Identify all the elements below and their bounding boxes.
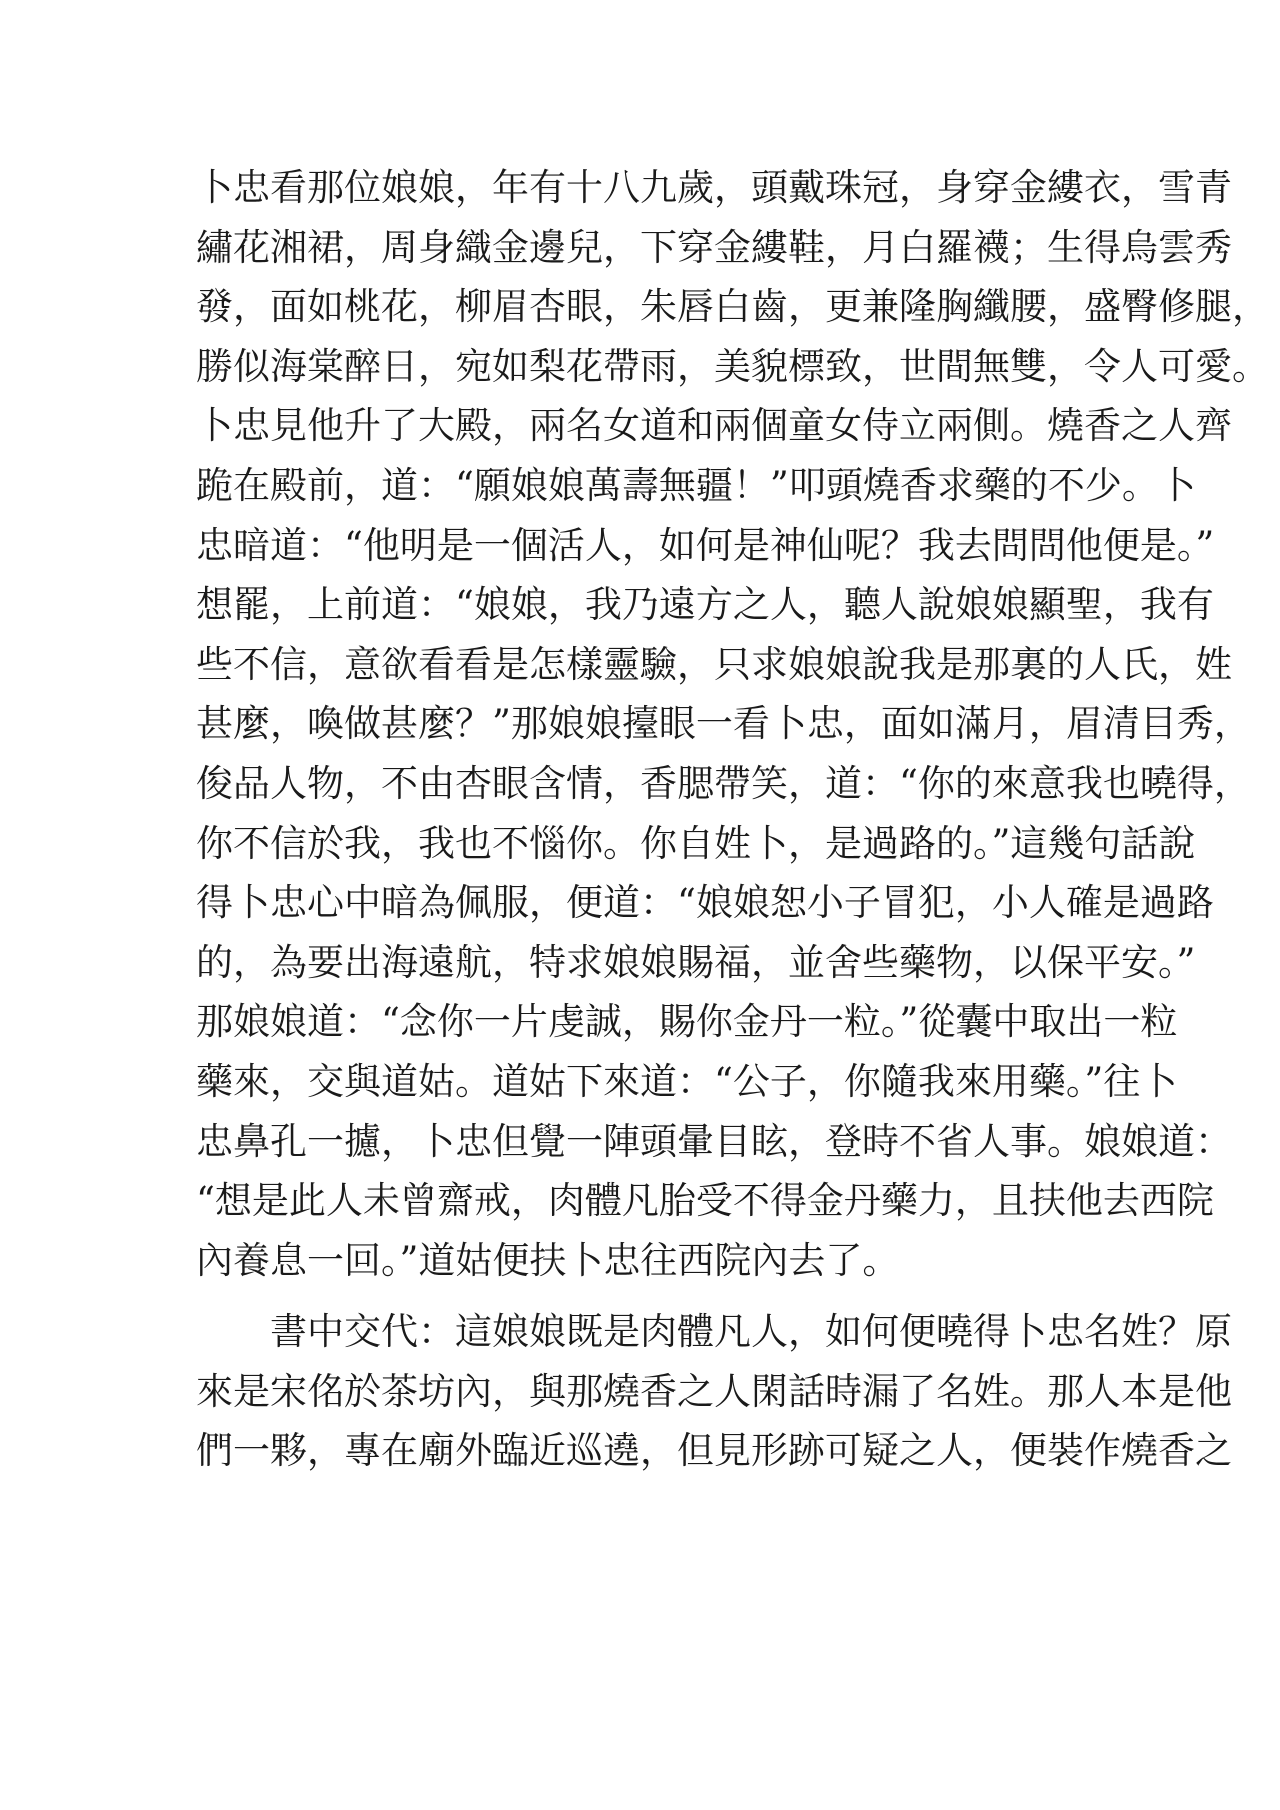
text-line: 們一夥，專在廟外臨近巡遶，但見形跡可疑之人，便裝作燒香之 <box>196 1429 1232 1473</box>
text-line: 想罷，上前道：“娘娘，我乃遠方之人，聽人說娘娘顯聖，我有 <box>196 583 1214 627</box>
text-line: 那娘娘道：“念你一片虔誠，賜你金丹一粒。”從囊中取出一粒 <box>196 1000 1178 1044</box>
text-line: 些不信，意欲看看是怎樣靈驗，只求娘娘說我是那裏的人氏，姓 <box>196 642 1232 686</box>
text-line: 卜忠看那位娘娘，年有十八九歲，頭戴珠冠，身穿金縷衣，雪青 <box>196 166 1232 209</box>
text-line: 來是宋佲於茶坊內，與那燒香之人閑話時漏了名姓。那人本是他 <box>196 1369 1232 1413</box>
text-line: 勝似海棠醉日，宛如梨花帶雨，美貌標致，世間無雙，令人可愛。 <box>196 344 1269 388</box>
text-line: “想是此人未曾齋戒，肉體凡胎受不得金丹藥力，且扶他去西院 <box>196 1179 1214 1223</box>
text-line: 甚麼，喚做甚麼？”那娘娘擡眼一看卜忠，面如滿月，眉清目秀， <box>196 702 1251 746</box>
text-line: 俊品人物，不由杏眼含情，香腮帶笑，道：“你的來意我也曉得， <box>196 761 1251 805</box>
text-line: 內養息一回。”道姑便扶卜忠往西院內去了。 <box>196 1238 900 1282</box>
text-line: 繡花湘裙，周身織金邊兒，下穿金縷鞋，月白羅襪；生得烏雲秀 <box>196 225 1232 269</box>
text-line: 跪在殿前，道：“願娘娘萬壽無疆！”叩頭燒香求藥的不少。卜 <box>196 463 1196 507</box>
body-text <box>196 158 1269 1481</box>
paragraph-1 <box>196 158 1269 1290</box>
text-line: 忠暗道：“他明是一個活人，如何是神仙呢？我去問問他便是。” <box>196 523 1215 567</box>
text-line: 忠鼻孔一攄，卜忠但覺一陣頭暈目眩，登時不省人事。娘娘道： <box>196 1119 1232 1163</box>
text-line: 你不信於我，我也不惱你。你自姓卜，是過路的。”這幾句話說 <box>196 821 1196 865</box>
paragraph-2 <box>196 1302 1232 1481</box>
text-line: 藥來，交與道姑。道姑下來道：“公子，你隨我來用藥。”往卜 <box>196 1059 1178 1103</box>
text-line: 卜忠見他升了大殿，兩名女道和兩個童女侍立兩側。燒香之人齊 <box>196 404 1232 448</box>
text-line: 的，為要出海遠航，特求娘娘賜福，並舍些藥物，以保平安。” <box>196 940 1196 984</box>
text-line: 書中交代：這娘娘既是肉體凡人，如何便曉得卜忠名姓？原 <box>270 1310 1232 1354</box>
text-line: 發，面如桃花，柳眉杏眼，朱唇白齒，更兼隆胸纖腰，盛臀修腿， <box>196 285 1269 329</box>
text-line: 得卜忠心中暗為佩服，便道：“娘娘恕小子冒犯，小人確是過路 <box>196 881 1214 925</box>
